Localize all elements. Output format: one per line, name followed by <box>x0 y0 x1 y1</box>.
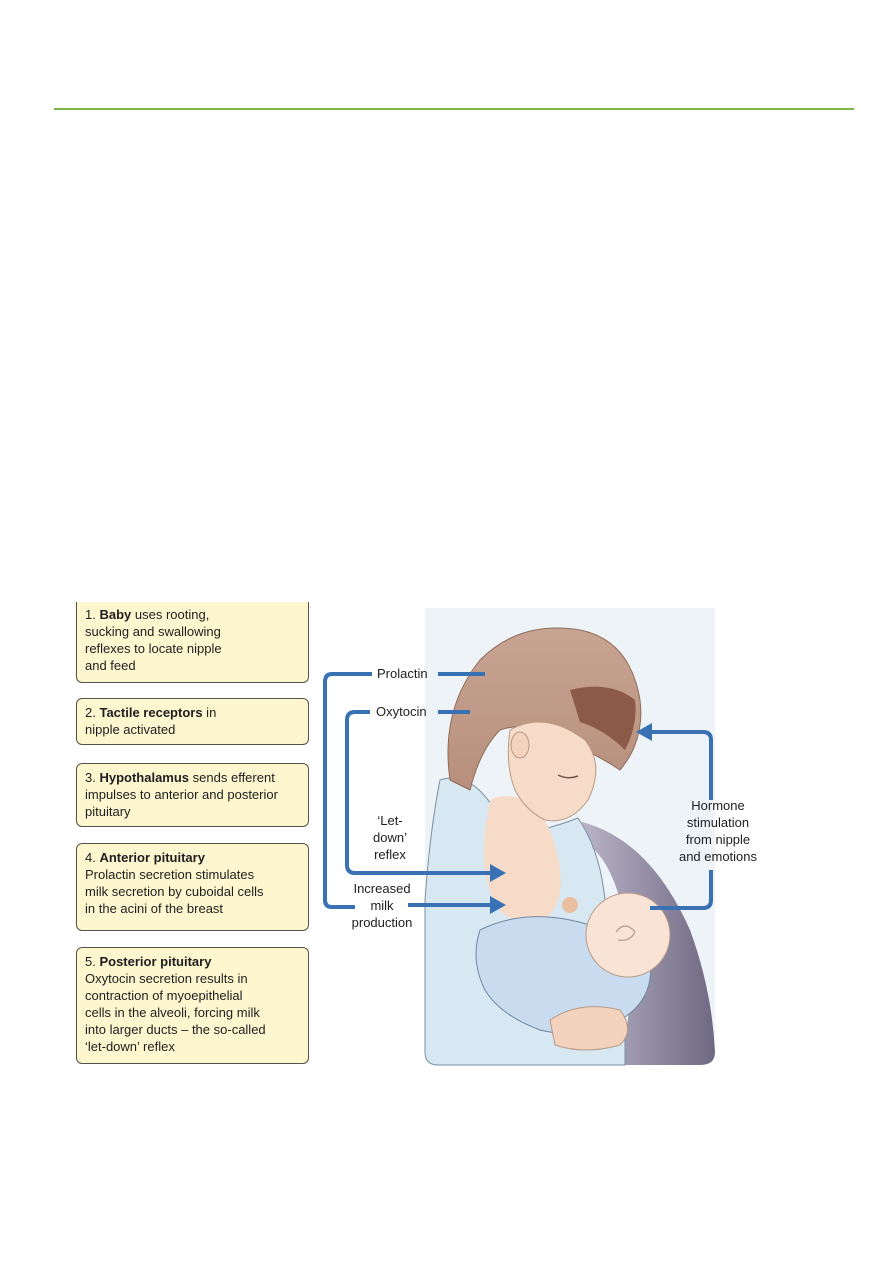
step-text: pituitary <box>85 804 131 819</box>
step-box-posterior-pituitary <box>76 947 309 1064</box>
step-text: and feed <box>85 658 136 673</box>
step-box-hypothalamus <box>76 763 309 827</box>
step-number: 4. <box>85 850 96 865</box>
step-heading: Hypothalamus <box>99 770 190 785</box>
mother-ear <box>511 732 529 758</box>
step-number: 1. <box>85 607 96 622</box>
step-number: 2. <box>85 705 96 720</box>
oxytocin-label: Oxytocin <box>376 704 427 719</box>
step-text: ‘let-down’ reflex <box>85 1039 175 1054</box>
prolactin-label: Prolactin <box>377 666 428 681</box>
step-heading: Anterior pituitary <box>99 850 205 865</box>
step-number: 5. <box>85 954 96 969</box>
step-text: nipple activated <box>85 722 176 737</box>
step-text: sucking and swallowing <box>85 624 221 639</box>
step-heading: Tactile receptors <box>99 705 203 720</box>
hormone-stimulation-label: Hormone stimulation from nipple and emotions <box>678 798 758 864</box>
step-heading: Posterior pituitary <box>99 954 212 969</box>
step-text: Prolactin secretion stimulates <box>85 867 255 882</box>
step-text: in the acini of the breast <box>85 901 224 916</box>
step-box-anterior-pituitary <box>76 843 309 931</box>
step-box-baby <box>76 602 309 683</box>
step-number: 3. <box>85 770 96 785</box>
letdown-reflex-label: ‘Let- down’ reflex <box>373 813 407 862</box>
step-text: sends efferent <box>189 770 275 785</box>
increased-milk-production-label: Increased milk production <box>351 881 413 930</box>
step-text: Oxytocin secretion results in <box>85 971 248 986</box>
page-header-rule <box>54 108 854 110</box>
step-text: impulses to anterior and posterior <box>85 787 278 802</box>
step-text: uses rooting, <box>131 607 210 622</box>
nipple-area <box>562 897 578 913</box>
step-box-tactile-receptors <box>76 698 309 745</box>
step-text: contraction of myoepithelial <box>85 988 243 1003</box>
step-heading: Baby <box>99 607 132 622</box>
step-text: cells in the alveoli, forcing milk <box>85 1005 260 1020</box>
baby-head <box>586 893 670 977</box>
mother-hand <box>550 1007 628 1050</box>
step-text: in <box>202 705 217 720</box>
step-text: into larger ducts – the so-called <box>85 1022 266 1037</box>
step-text: milk secretion by cuboidal cells <box>85 884 264 899</box>
step-text: reflexes to locate nipple <box>85 641 222 656</box>
